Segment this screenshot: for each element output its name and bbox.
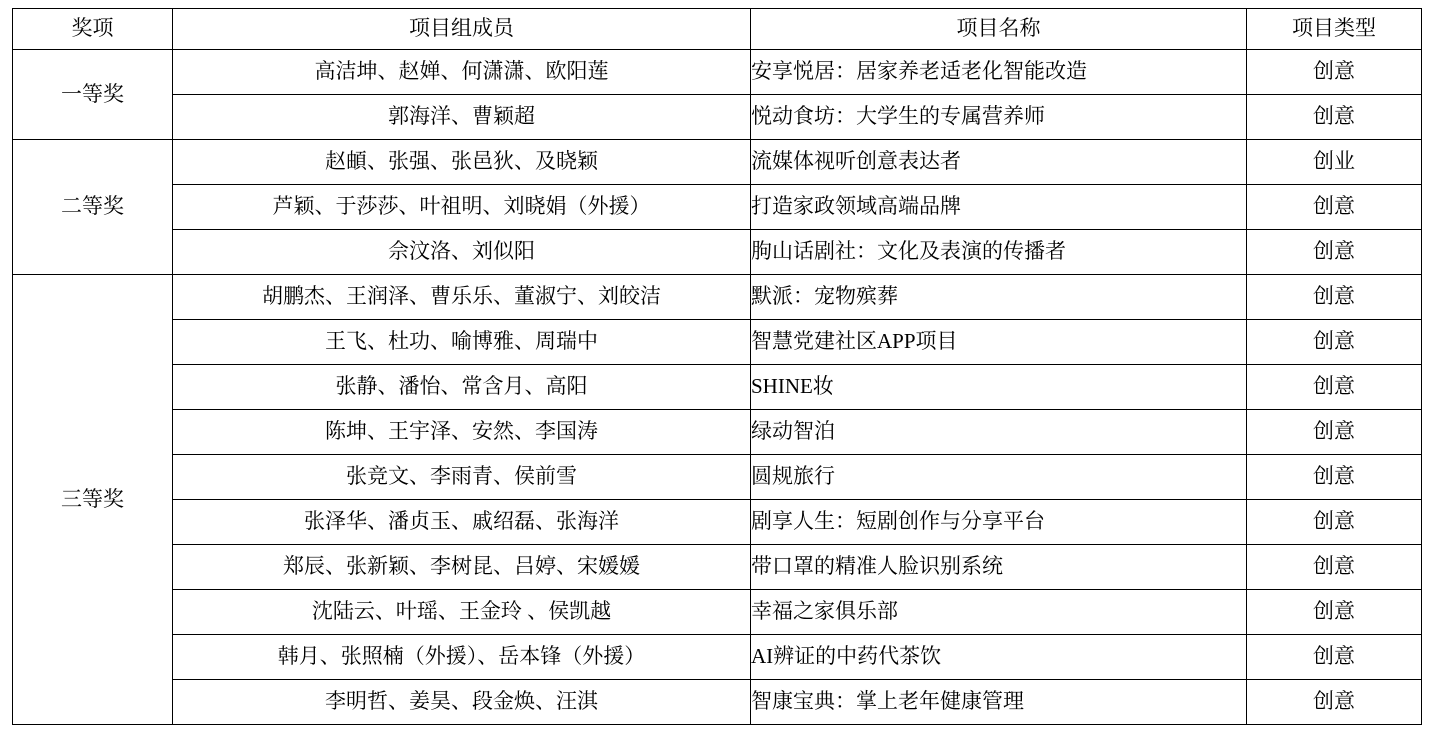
type-cell: 创业	[1247, 140, 1422, 185]
column-header-type: 项目类型	[1247, 9, 1422, 50]
members-cell: 李明哲、姜昊、段金焕、汪淇	[173, 680, 751, 725]
members-cell: 芦颖、于莎莎、叶祖明、刘晓娟（外援）	[173, 185, 751, 230]
project-cell: 剧享人生：短剧创作与分享平台	[751, 500, 1247, 545]
type-cell: 创意	[1247, 365, 1422, 410]
table-row	[13, 275, 1422, 320]
project-cell: SHINE妆	[751, 365, 1247, 410]
type-cell: 创意	[1247, 635, 1422, 680]
table-header-row	[13, 9, 1422, 50]
project-cell: 打造家政领域高端品牌	[751, 185, 1247, 230]
members-cell: 郑辰、张新颖、李树昆、吕婷、宋媛媛	[173, 545, 751, 590]
project-cell: 悦动食坊：大学生的专属营养师	[751, 95, 1247, 140]
award-group-label: 二等奖	[13, 140, 173, 275]
table-row	[13, 50, 1422, 95]
type-cell: 创意	[1247, 500, 1422, 545]
project-cell: 朐山话剧社：文化及表演的传播者	[751, 230, 1247, 275]
type-cell: 创意	[1247, 185, 1422, 230]
type-cell: 创意	[1247, 275, 1422, 320]
table-row	[13, 140, 1422, 185]
table-row	[13, 500, 1422, 545]
members-cell: 佘汶洛、刘似阳	[173, 230, 751, 275]
table-row	[13, 410, 1422, 455]
table-header	[13, 9, 1422, 50]
type-cell: 创意	[1247, 590, 1422, 635]
project-cell: 绿动智泊	[751, 410, 1247, 455]
table-row	[13, 680, 1422, 725]
members-cell: 张泽华、潘贞玉、戚绍磊、张海洋	[173, 500, 751, 545]
type-cell: 创意	[1247, 410, 1422, 455]
type-cell: 创意	[1247, 320, 1422, 365]
members-cell: 赵頔、张强、张邑狄、及晓颖	[173, 140, 751, 185]
type-cell: 创意	[1247, 50, 1422, 95]
project-cell: 智慧党建社区APP项目	[751, 320, 1247, 365]
project-cell: 圆规旅行	[751, 455, 1247, 500]
column-header-project: 项目名称	[751, 9, 1247, 50]
award-group-label: 一等奖	[13, 50, 173, 140]
members-cell: 张竞文、李雨青、侯前雪	[173, 455, 751, 500]
type-cell: 创意	[1247, 545, 1422, 590]
column-header-award: 奖项	[13, 9, 173, 50]
members-cell: 韩月、张照楠（外援）、岳本锋（外援）	[173, 635, 751, 680]
project-cell: 默派：宠物殡葬	[751, 275, 1247, 320]
project-cell: 带口罩的精准人脸识别系统	[751, 545, 1247, 590]
members-cell: 沈陆云、叶瑶、王金玲 、侯凯越	[173, 590, 751, 635]
table-row	[13, 545, 1422, 590]
type-cell: 创意	[1247, 95, 1422, 140]
members-cell: 胡鹏杰、王润泽、曹乐乐、董淑宁、刘皎洁	[173, 275, 751, 320]
table-row	[13, 230, 1422, 275]
type-cell: 创意	[1247, 455, 1422, 500]
table-row	[13, 455, 1422, 500]
members-cell: 高洁坤、赵婵、何潇潇、欧阳莲	[173, 50, 751, 95]
members-cell: 张静、潘怡、常含月、高阳	[173, 365, 751, 410]
column-header-members: 项目组成员	[173, 9, 751, 50]
award-results-table	[12, 8, 1422, 725]
members-cell: 王飞、杜功、喻博雅、周瑞中	[173, 320, 751, 365]
type-cell: 创意	[1247, 680, 1422, 725]
table-row	[13, 635, 1422, 680]
table-row	[13, 365, 1422, 410]
table-row	[13, 95, 1422, 140]
project-cell: 安享悦居：居家养老适老化智能改造	[751, 50, 1247, 95]
table-row	[13, 185, 1422, 230]
project-cell: 幸福之家俱乐部	[751, 590, 1247, 635]
members-cell: 陈坤、王宇泽、安然、李国涛	[173, 410, 751, 455]
type-cell: 创意	[1247, 230, 1422, 275]
table-row	[13, 590, 1422, 635]
table-body	[13, 50, 1422, 725]
members-cell: 郭海洋、曹颖超	[173, 95, 751, 140]
project-cell: 智康宝典：掌上老年健康管理	[751, 680, 1247, 725]
award-group-label: 三等奖	[13, 275, 173, 725]
table-row	[13, 320, 1422, 365]
project-cell: AI辨证的中药代茶饮	[751, 635, 1247, 680]
project-cell: 流媒体视听创意表达者	[751, 140, 1247, 185]
